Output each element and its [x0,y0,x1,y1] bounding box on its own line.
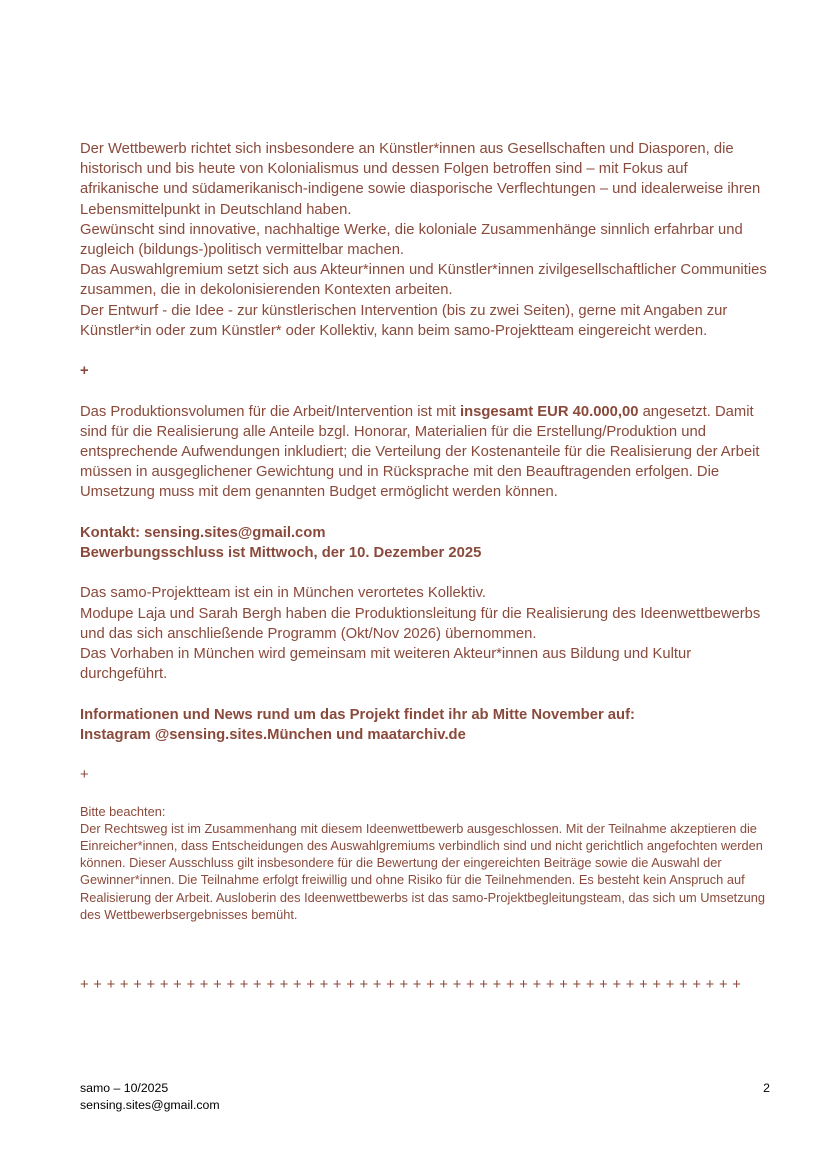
blank-line [80,940,770,957]
paragraph-team-intro: Das samo-Projektteam ist ein in München verortetes Kollektiv. [80,585,486,602]
contact-line: Kontakt: sensing.sites@gmail.com [80,524,326,541]
paragraph-jury: Das Auswahlgremium setzt sich aus Akteur*innen und Künstler*innen zivilgesellschaftlicher Communities zusammen, die in dekolonisierenden Kontexten arbeiten. [80,262,767,299]
page-footer [80,1080,770,1114]
footer-left-block [80,1080,220,1114]
paragraph-works: Gewünscht sind innovative, nachhaltige Werke, die koloniale Zusammenhänge sinnlich erfahrbar und zugleich (bildungs-)politisch vermittelbar machen. [80,221,743,259]
paragraph-budget [80,402,770,503]
blank-line [80,745,770,765]
blank-line [80,381,770,401]
notice-title: Bitte beachten: [80,803,166,819]
plus-separator-1: + [80,363,89,380]
info-news-line: Informationen und News rund um das Projekt findet ihr ab Mitte November auf: [80,706,635,723]
budget-text-post: angesetzt. Damit sind für die Realisierung alle Anteile bzgl. Honorar, Materialien für die Erstellung/Produktion und entsprechende Aufwendungen inkludiert; die Verteilung der Kostenanteile für die Realisierung der Arbeit müssen in ausgeglichener Gewichtung und in Rücksprache mit den Beauftragenden erfolgen. Die Umsetzung muss mit dem genannten Budget ermöglicht werden können. [80,403,760,501]
budget-text-pre: Das Produktionsvolumen für die Arbeit/Intervention ist mit [80,403,460,420]
paragraph-submission: Der Entwurf - die Idee - zur künstlerischen Intervention (bis zu zwei Seiten), gerne mit Angaben zur Künstler*in oder zum Künstler* oder Kollektiv, kann beim samo-Projektteam eingereicht werden. [80,302,728,339]
blank-line [80,503,770,523]
paragraph-team-partners: Das Vorhaben in München wird gemeinsam mit weiteren Akteur*innen aus Bildung und Kultur durchgeführt. [80,646,692,683]
footer-project-date: samo – 10/2025 [80,1081,169,1095]
paragraph-team-leads: Modupe Laja und Sarah Bergh haben die Produktionsleitung für die Realisierung des Ideenwettbewerbs und das sich anschließende Programm (Okt/Nov 2026) übernommen. [80,605,761,642]
paragraph-audience: Der Wettbewerb richtet sich insbesondere an Künstler*innen aus Gesellschaften und Diasporen, die historisch und bis heute von Kolonialismus und dessen Folgen betroffen sind – mit Fokus auf afrikanische und südamerikanisch-indigene sowie diasporische Verflechtungen – und idealerweise ihren Lebensmittelpunkt in Deutschland haben. [80,141,761,218]
info-channels-line: Instagram @sensing.sites.München und maatarchiv.de [80,726,466,743]
blank-line [80,341,770,361]
blank-line [80,684,770,704]
plus-row-separator: + + + + + + + + + + + + + + + + + + + + + + + + + + + + + + + + + + + + + + + + + + + + + + + + + + [80,976,742,993]
page-body [80,139,770,995]
blank-line [80,563,770,583]
footer-email: sensing.sites@gmail.com [80,1098,220,1112]
deadline-line: Bewerbungsschluss ist Mittwoch, der 10. Dezember 2025 [80,545,482,562]
plus-separator-2: + [80,767,89,784]
blank-line [80,957,770,974]
blank-line [80,923,770,940]
page-number: 2 [763,1081,770,1095]
blank-line [80,785,770,802]
budget-amount: insgesamt EUR 40.000,00 [459,403,639,420]
notice-body: Der Rechtsweg ist im Zusammenhang mit diesem Ideenwettbewerb ausgeschlossen. Mit der Teilnahme akzeptieren die Einreicher*innen, dass Entscheidungen des Auswahlgremiums verbindlich sind und nicht gerichtlich angefochten werden können. Dieser Ausschluss gilt insbesondere für die Bewertung der eingereichten Beiträge sowie die Auswahl der Gewinner*innen. Die Teilnahme erfolgt freiwillig und ohne Risiko für die Teilnehmenden. Es besteht kein Anspruch auf Realisierung der Arbeit. Ausloberin des Ideenwettbewerbs ist das samo-Projektbegleitungsteam, das sich um Umsetzung des Wettbewerbsergebnisses bemüht. [80,820,765,922]
